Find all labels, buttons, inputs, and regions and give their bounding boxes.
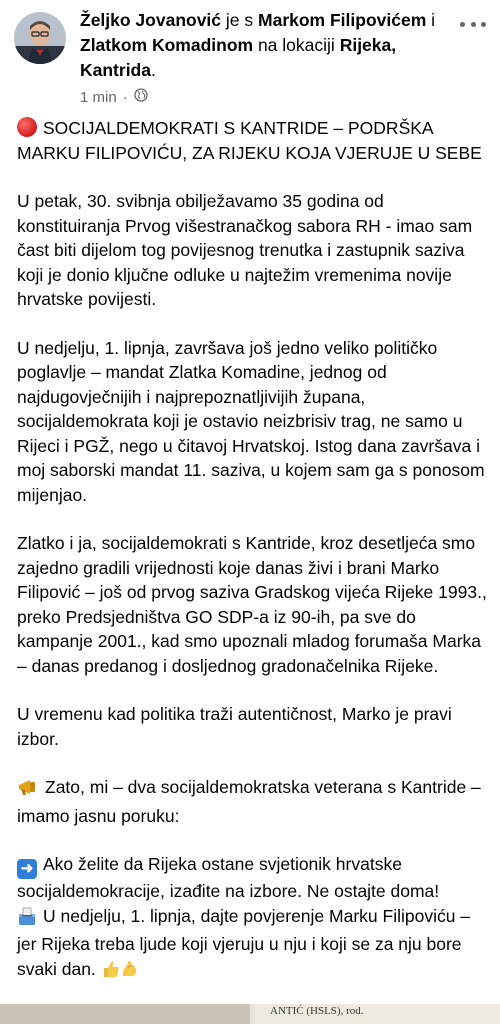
meta-separator: · xyxy=(122,88,128,106)
paragraph-7-text: U nedjelju, 1. lipnja, dajte povjerenje Marku Filipoviću – jer Rijeka treba ljude koji vjeruju u nju i koji se za nju bore svaki dan. xyxy=(17,905,471,979)
post-meta xyxy=(80,88,148,106)
paragraph-2: U nedjelju, 1. lipnja, završava još jedno veliko političko poglavlje – mandat Zlatka Komadine, jednog od najdugovječnijih i najprepoznatljivijih župana, socijaldemokrata koji je ostavio neizbrisiv trag, ne samo u Rijeci i PGŽ, nego u čitavoj Hrvatskoj. Istog dana završava i moj saborski mandat 11. saziva, u kojem sam ga s ponosom mijenjao. xyxy=(17,337,485,505)
paragraph-5-text: Zato, mi – dva socijaldemokratska veterana s Kantride – imamo jasnu poruku: xyxy=(17,777,481,826)
post-headline xyxy=(17,116,487,165)
photo-visible-text: ANTIĆ (HSLS), rod. xyxy=(270,1005,364,1017)
paragraph-6-text: Ako želite da Rijeka ostane svjetionik hrvatske socijaldemokracije, izađite na izbore. Ne ostajte doma! xyxy=(17,854,440,901)
red-circle-icon xyxy=(17,117,37,137)
author-name[interactable]: Željko Jovanović xyxy=(80,10,222,30)
avatar-photo xyxy=(14,12,66,64)
location-link[interactable]: Rijeka, Kantrida xyxy=(80,35,397,80)
right-arrow-icon: ➜ xyxy=(17,859,37,879)
period: . xyxy=(150,60,156,80)
post-time[interactable]: 1 min xyxy=(80,88,117,106)
more-dot xyxy=(481,22,486,27)
headline-text: SOCIJALDEMOKRATI S KANTRIDE – PODRŠKA MARKU FILIPOVIĆU, ZA RIJEKU KOJA VJERUJE U SEBE xyxy=(17,118,482,163)
attached-photo-strip[interactable] xyxy=(0,1004,500,1024)
thumbs-up-flexed-biceps-icon xyxy=(101,959,139,986)
post-author-line xyxy=(80,8,445,83)
paragraph-4: U vremenu kad politika traži autentičnost, Marko je pravi izbor. xyxy=(17,704,452,749)
paragraph-1: U petak, 30. svibnja obilježavamo 35 godina od konstituiranja Prvog višestranačkog sabora RH - imao sam čast biti dijelom tog povijesnog trenutka i zastupnik saziva koji je donio ključne odluke u najtežim vremenima novije hrvatske povijesti. xyxy=(17,191,473,309)
globe-icon xyxy=(134,88,148,106)
more-options-icon xyxy=(460,22,465,27)
ballot-box-icon xyxy=(17,906,37,933)
author-avatar[interactable] xyxy=(14,12,66,64)
connector-at: na lokaciji xyxy=(257,35,335,55)
more-options-button[interactable] xyxy=(460,14,486,34)
more-dot xyxy=(471,22,476,27)
paragraph-3: Zlatko i ja, socijaldemokrati s Kantride, kroz desetljeća smo zajedno gradili vrijednosti koje danas živi i brani Marko Filipović – još od prvog saziva Gradskog vijeća Rijeke 1993., preko Predsjedništva GO SDP-a iz 90-ih, pa sve do kampanje 2001., kad smo upoznali mladog forumaša Marka – danas predanog i dosljednog gradonačelnika Rijeke. xyxy=(17,533,487,676)
connector-with: je s xyxy=(225,10,254,30)
megaphone-icon xyxy=(17,777,39,804)
connector-and: i xyxy=(431,10,436,30)
photo-left-part xyxy=(0,1004,250,1024)
tagged-person-1[interactable]: Markom Filipovićem xyxy=(258,10,427,30)
paragraph-6 xyxy=(17,852,487,904)
tagged-person-2[interactable]: Zlatkom Komadinom xyxy=(80,35,254,55)
post-header xyxy=(0,0,500,112)
paragraph-7 xyxy=(17,904,487,986)
post-body xyxy=(17,116,487,985)
paragraph-5 xyxy=(17,775,487,828)
